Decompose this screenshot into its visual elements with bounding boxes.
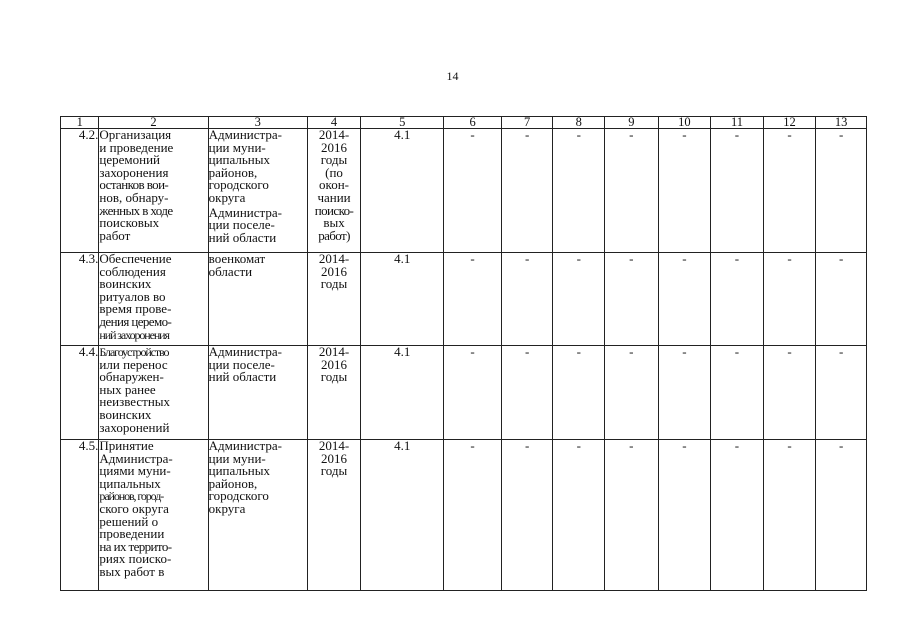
- cell-line: ний захоронения: [99, 327, 169, 342]
- cell-line: риях поиско-: [99, 551, 172, 567]
- item-number-cell: 4.2.: [61, 129, 99, 253]
- value-cell: -: [816, 129, 867, 253]
- cell-line: районов,: [208, 164, 258, 180]
- value-cell: -: [444, 440, 502, 591]
- value-cell: -: [444, 129, 502, 253]
- cell-line: вых: [323, 215, 345, 231]
- value-cell: -: [501, 440, 553, 591]
- value-cell: -: [711, 346, 764, 440]
- cell-line: ний области: [208, 229, 277, 245]
- cell-line: работ): [318, 227, 350, 243]
- cell-line: ции муни-: [208, 139, 266, 155]
- measure-name-cell: [99, 129, 208, 253]
- cell-line: церемоний: [99, 152, 161, 168]
- column-number-cell: 6: [444, 117, 502, 129]
- value-cell: -: [763, 129, 816, 253]
- cell-line: округа: [208, 189, 246, 205]
- cell-line: чании: [317, 189, 351, 205]
- indicator-cell: 4.1: [361, 129, 444, 253]
- column-number-cell: 1: [61, 117, 99, 129]
- value-cell: -: [605, 129, 659, 253]
- value-cell: -: [444, 346, 502, 440]
- value-cell: -: [501, 129, 553, 253]
- value-cell: -: [605, 253, 659, 346]
- value-cell: -: [816, 253, 867, 346]
- value-cell: -: [605, 440, 659, 591]
- cell-line: дения церемо-: [99, 313, 172, 329]
- cell-line: поиско-: [314, 202, 354, 218]
- cell-line: 2016: [321, 139, 348, 155]
- cell-line: на их террито-: [99, 538, 172, 554]
- value-cell: -: [501, 253, 553, 346]
- cell-line: время прове-: [99, 301, 172, 317]
- cell-line: нов, обнару-: [99, 189, 169, 205]
- cell-line: ции поселе-: [208, 217, 275, 233]
- value-cell: -: [553, 129, 605, 253]
- cell-line: Обеспечение: [99, 251, 172, 266]
- item-number-cell: 4.4.: [61, 346, 99, 440]
- measure-name-cell: [99, 253, 208, 346]
- executor-cell: [208, 129, 307, 253]
- measures-table: [60, 116, 867, 591]
- cell-line: 2014-: [318, 251, 350, 266]
- cell-line: городского: [208, 177, 269, 193]
- value-cell: -: [605, 346, 659, 440]
- value-cell: -: [553, 440, 605, 591]
- indicator-cell: 4.1: [361, 253, 444, 346]
- cell-line: 2014-: [318, 344, 350, 359]
- cell-line: воинских: [99, 406, 152, 422]
- value-cell: -: [658, 346, 711, 440]
- cell-line: воинских: [99, 276, 152, 292]
- measure-name-cell: [99, 346, 208, 440]
- cell-line: обнаружен-: [99, 369, 164, 385]
- cell-line: захоронений: [99, 419, 170, 435]
- cell-line: 2016: [321, 450, 348, 466]
- column-number-cell: 5: [361, 117, 444, 129]
- value-cell: -: [816, 346, 867, 440]
- cell-line: ского округа: [99, 500, 169, 516]
- cell-line: Администра-: [208, 204, 282, 220]
- cell-line: годы: [320, 276, 348, 292]
- cell-line: работ: [99, 227, 131, 243]
- cell-line: циями муни-: [99, 463, 171, 479]
- cell-line: ципальных: [208, 152, 271, 168]
- value-cell: -: [658, 129, 711, 253]
- table-row: [61, 346, 867, 440]
- cell-line: 2016: [321, 356, 348, 372]
- cell-line: ципальных: [99, 475, 161, 491]
- item-number-cell: 4.5.: [61, 440, 99, 591]
- column-number-row: [61, 117, 867, 129]
- term-cell: [307, 129, 361, 253]
- cell-line: районов,: [208, 475, 258, 491]
- column-number-cell: 2: [99, 117, 208, 129]
- value-cell: -: [711, 129, 764, 253]
- table-row: [61, 253, 867, 346]
- cell-line: ции муни-: [208, 450, 266, 466]
- cell-line: ципальных: [208, 463, 271, 479]
- cell-line: вых работ в: [99, 563, 165, 579]
- cell-line: ритуалов во: [99, 288, 166, 304]
- indicator-cell: 4.1: [361, 440, 444, 591]
- term-cell: [307, 253, 361, 346]
- executor-cell: [208, 253, 307, 346]
- column-number-cell: 9: [605, 117, 659, 129]
- measure-name-cell: [99, 440, 208, 591]
- item-number-cell: 4.3.: [61, 253, 99, 346]
- value-cell: -: [763, 346, 816, 440]
- cell-line: районов, город-: [99, 489, 164, 504]
- value-cell: -: [658, 440, 711, 591]
- term-cell: [307, 346, 361, 440]
- cell-line: ции поселе-: [208, 356, 275, 372]
- cell-line: годы: [320, 369, 348, 385]
- column-number-cell: 4: [307, 117, 361, 129]
- value-cell: -: [501, 346, 553, 440]
- cell-line: военкомат: [208, 251, 266, 266]
- value-cell: -: [763, 440, 816, 591]
- cell-line: городского: [208, 488, 269, 504]
- cell-line: области: [208, 263, 253, 279]
- indicator-cell: 4.1: [361, 346, 444, 440]
- executor-cell: [208, 440, 307, 591]
- column-number-cell: 8: [553, 117, 605, 129]
- value-cell: -: [711, 253, 764, 346]
- column-number-cell: 11: [711, 117, 764, 129]
- column-number-cell: 10: [658, 117, 711, 129]
- cell-line: ных ранее: [99, 381, 156, 397]
- value-cell: -: [816, 440, 867, 591]
- table-row: [61, 129, 867, 253]
- executor-second-block: [208, 204, 307, 245]
- column-number-cell: 7: [501, 117, 553, 129]
- cell-line: Принятие: [99, 438, 154, 453]
- cell-line: округа: [208, 500, 246, 516]
- executor-cell: [208, 346, 307, 440]
- cell-line: и проведение: [99, 139, 174, 155]
- cell-line: решений о: [99, 513, 159, 529]
- value-cell: -: [553, 346, 605, 440]
- column-number-cell: 13: [816, 117, 867, 129]
- value-cell: -: [763, 253, 816, 346]
- cell-line: неизвестных: [99, 394, 171, 410]
- value-cell: -: [553, 253, 605, 346]
- cell-line: останков вои-: [99, 177, 169, 193]
- cell-line: или перенос: [99, 356, 168, 372]
- cell-line: Администра-: [99, 450, 173, 466]
- cell-line: годы: [320, 463, 348, 479]
- cell-line: 2014-: [318, 438, 350, 453]
- value-cell: -: [444, 253, 502, 346]
- cell-line: поисковых: [99, 215, 160, 231]
- cell-line: 2016: [321, 263, 348, 279]
- cell-line: женных в ходе: [99, 202, 173, 218]
- page-number: 14: [446, 69, 459, 83]
- cell-line: Администра-: [208, 438, 282, 453]
- cell-line: проведении: [99, 526, 165, 542]
- cell-line: окон-: [319, 177, 349, 193]
- cell-line: Благоустройство: [99, 345, 169, 359]
- value-cell: -: [711, 440, 764, 591]
- column-number-cell: 12: [763, 117, 816, 129]
- value-cell: -: [658, 253, 711, 346]
- cell-line: Администра-: [208, 344, 282, 359]
- cell-line: годы: [320, 152, 348, 168]
- cell-line: Организация: [99, 127, 172, 142]
- column-number-cell: 3: [208, 117, 307, 129]
- cell-line: (по: [325, 164, 343, 180]
- table-row: [61, 440, 867, 591]
- term-cell: [307, 440, 361, 591]
- cell-line: Администра-: [208, 127, 282, 142]
- cell-line: соблюдения: [99, 263, 166, 279]
- cell-line: ний области: [208, 369, 277, 385]
- cell-line: 2014-: [318, 127, 350, 142]
- cell-line: захоронения: [99, 164, 169, 180]
